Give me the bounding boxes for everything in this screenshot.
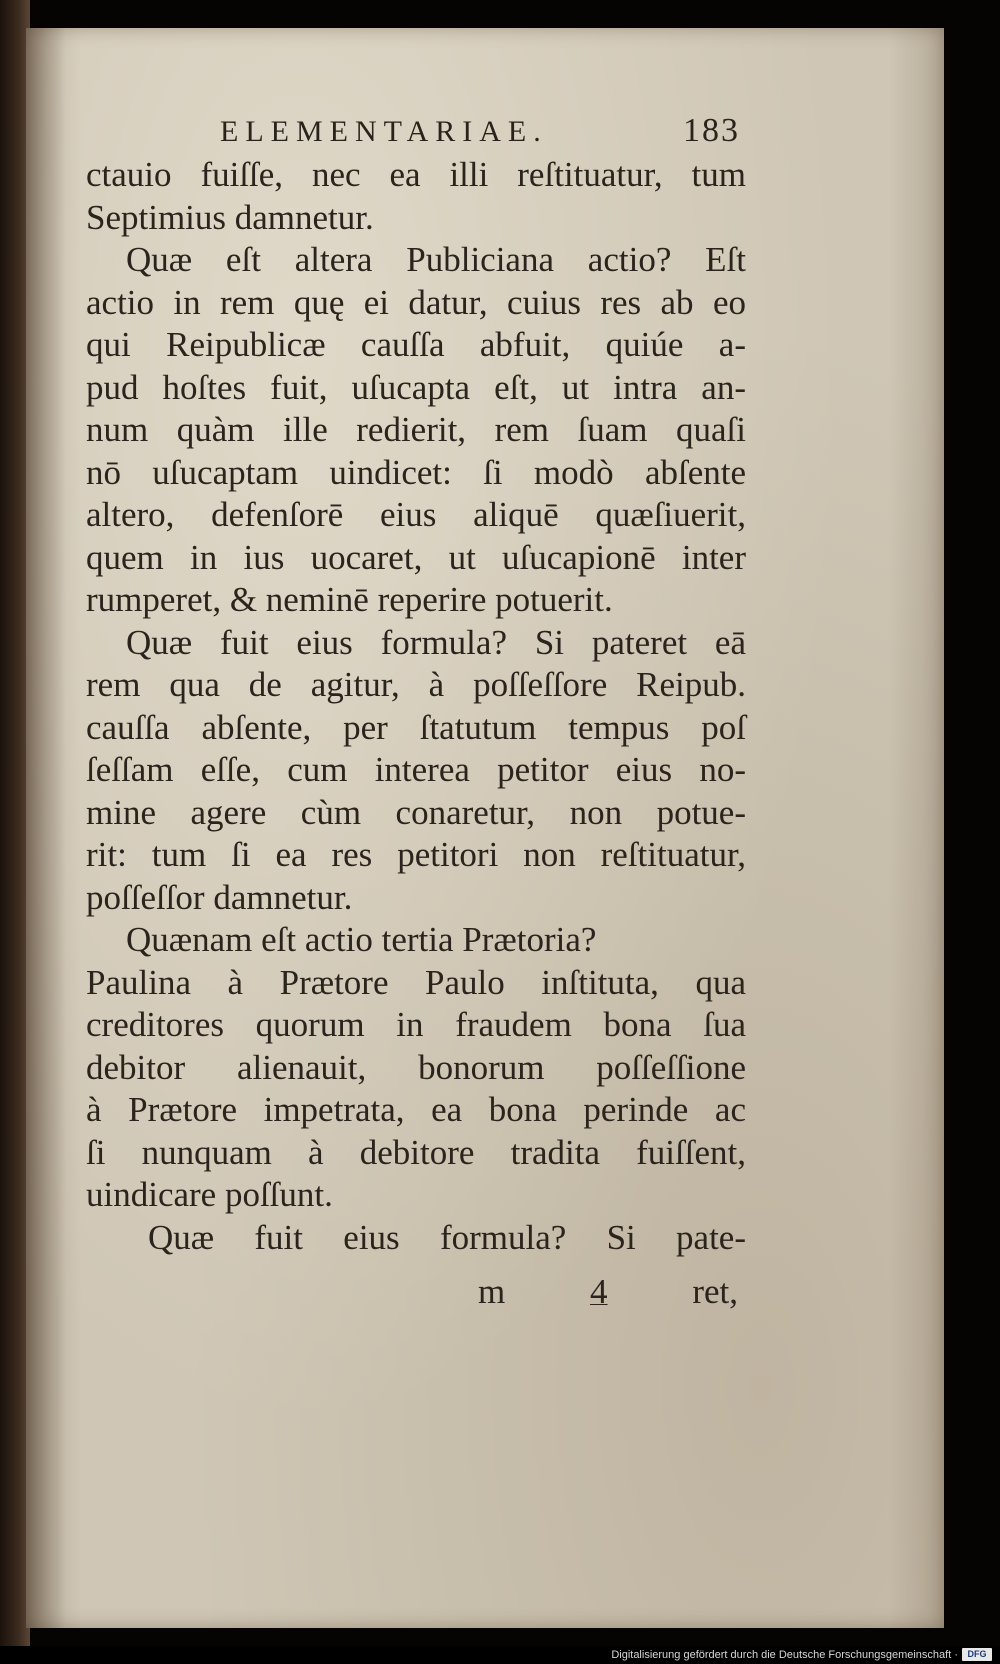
text-line: cauſſa abſente, per ſtatutum tempus poſ bbox=[86, 707, 746, 747]
text-line: Septimius damnetur. bbox=[86, 197, 374, 237]
text-line: Paulina à Prætore Paulo inſtituta, qua bbox=[86, 962, 746, 1002]
text-line: ſi nunquam à debitore tradita fuiſſent, bbox=[86, 1132, 746, 1172]
running-title: ELEMENTARIAE. bbox=[220, 115, 548, 148]
text-line: rumperet, & neminē reperire potuerit. bbox=[86, 580, 613, 619]
text-line: pud hoſtes fuit, uſucapta eſt, ut intra an- bbox=[86, 367, 746, 407]
text-line: creditores quorum in fraudem bona ſua bbox=[86, 1005, 746, 1044]
text-line: Quæ eſt altera Publiciana actio? Eſt bbox=[126, 240, 746, 279]
dfg-logo-icon: DFG bbox=[962, 1648, 992, 1661]
text-line: altero, defenſorē eius aliquē quæſiuerit, bbox=[86, 495, 746, 534]
text-line: Quænam eſt actio tertia Prætoria? bbox=[126, 920, 597, 959]
main-text bbox=[86, 154, 746, 1259]
text-line: Quæ fuit eius formula? Si pateret eā bbox=[126, 622, 746, 662]
text-line: actio in rem quę ei datur, cuius res ab eo bbox=[86, 282, 746, 322]
text-line: rem qua de agitur, à poſſeſſore Reipub. bbox=[86, 665, 746, 704]
text-line: ſeſſam eſſe, cum interea petitor eius no- bbox=[86, 750, 746, 789]
signature-letter: m bbox=[478, 1272, 506, 1311]
text-line: poſſeſſor damnetur. bbox=[86, 877, 353, 917]
catchword: ret, bbox=[692, 1272, 738, 1311]
gutter-shadow bbox=[26, 28, 66, 1628]
signature-number: 4 bbox=[590, 1272, 608, 1311]
text-line: ctauio fuiſſe, nec ea illi reſtituatur, tum bbox=[86, 155, 746, 194]
text-line: à Prætore impetrata, ea bona perinde ac bbox=[86, 1090, 746, 1129]
text-line: debitor alienauit, bonorum poſſeſſione bbox=[86, 1047, 746, 1087]
bleed-through-ink bbox=[88, 1284, 208, 1324]
text-line: mine agere cùm conaretur, non potue- bbox=[86, 792, 746, 832]
signature-line bbox=[478, 1272, 738, 1316]
text-line: nō uſucaptam uindicet: ſi modò abſente bbox=[86, 452, 746, 492]
text-line: qui Reipublicæ cauſſa abfuit, quiúe a- bbox=[86, 325, 746, 364]
text-line: uindicare poſſunt. bbox=[86, 1175, 333, 1214]
running-head bbox=[220, 112, 740, 156]
text-line: quem in ius uocaret, ut uſucapionē inter bbox=[86, 537, 746, 577]
text-line: Quæ fuit eius formula? Si pate- bbox=[148, 1217, 746, 1257]
page-number: 183 bbox=[683, 112, 740, 149]
text-line: rit: tum ſi ea res petitori non reſtituatur, bbox=[86, 835, 746, 874]
text-line: num quàm ille redierit, rem ſuam quaſi bbox=[86, 410, 746, 449]
digitization-credit: Digitalisierung gefördert durch die Deutsche Forschungsgemeinschaft · bbox=[611, 1649, 958, 1661]
